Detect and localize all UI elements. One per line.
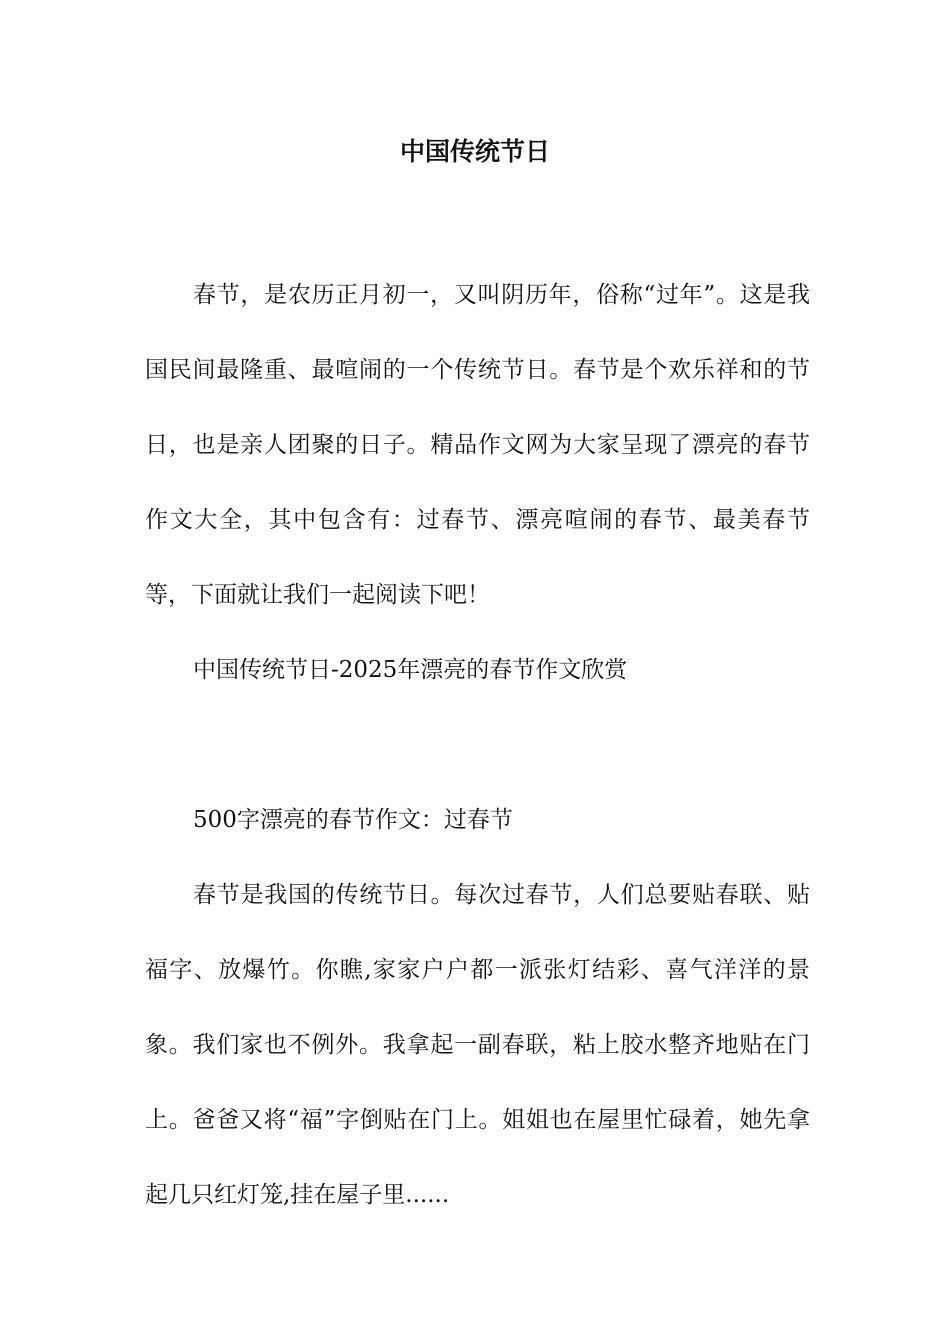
blank-line <box>145 708 810 783</box>
essay-heading: 500字漂亮的春节作文：过春节 <box>193 807 513 833</box>
document-body <box>145 258 810 1233</box>
intro-paragraph: 春节，是农历正月初一，又叫阴历年，俗称“过年”。这是我国民间最隆重、最喧闹的一个传统节日。春节是个欢乐祥和的节日，也是亲人团聚的日子。精品作文网为大家呈现了漂亮的春节作文大全，其中包含有：过春节、漂亮喧闹的春节、最美春节等，下面就让我们一起阅读下吧！ <box>145 282 810 608</box>
essay-paragraph: 春节是我国的传统节日。每次过春节，人们总要贴春联、贴福字、放爆竹。你瞧,家家户户都一派张灯结彩、喜气洋洋的景象。我们家也不例外。我拿起一副春联，粘上胶水整齐地贴在门上。爸爸又将“福”字倒贴在门上。姐姐也在屋里忙碌着，她先拿起几只红灯笼,挂在屋子里...... <box>145 882 810 1208</box>
document-title: 中国传统节日 <box>399 137 550 166</box>
article-subtitle: 中国传统节日-2025年漂亮的春节作文欣赏 <box>193 657 628 683</box>
